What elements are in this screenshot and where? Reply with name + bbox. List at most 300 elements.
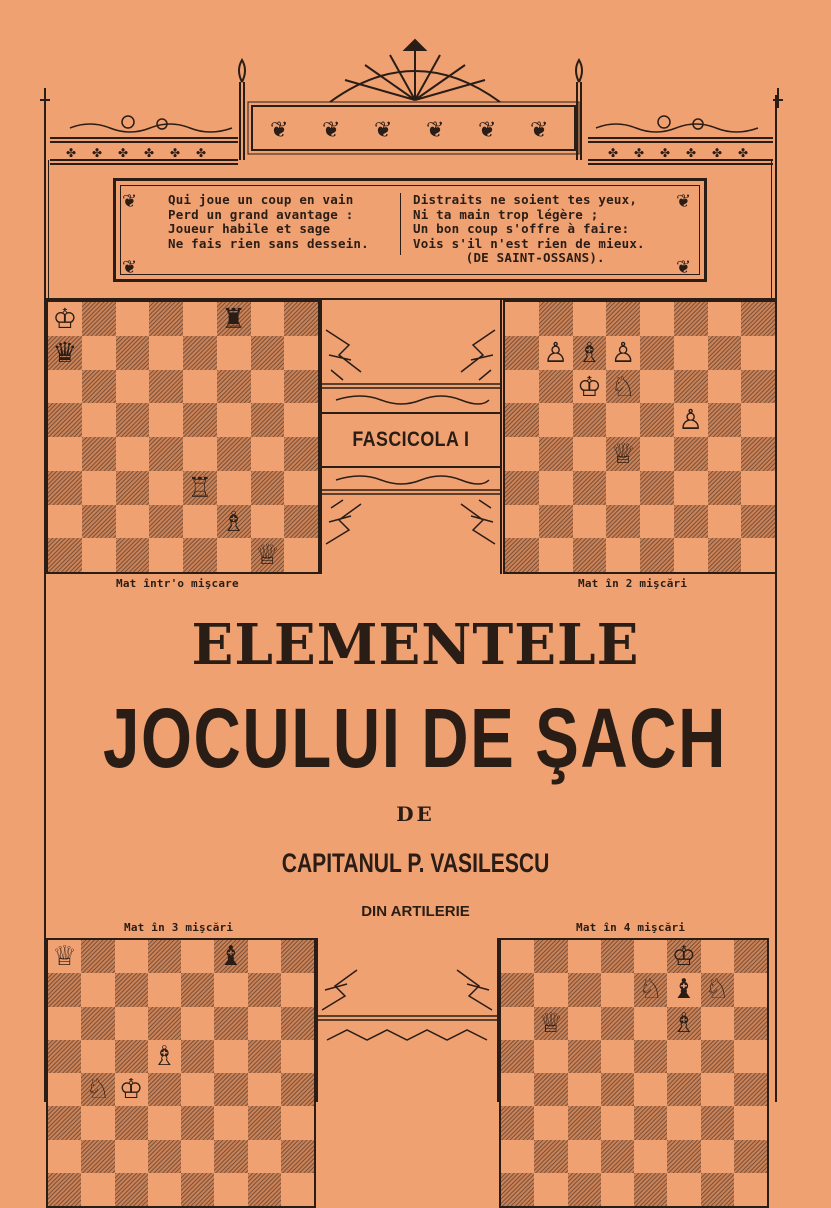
board-square: [674, 370, 708, 404]
chess-piece-icon: ♗: [671, 1007, 697, 1039]
board-square: [181, 1106, 214, 1139]
board-square: [82, 302, 116, 336]
board-square: [181, 1007, 214, 1040]
board-square: [501, 940, 534, 973]
board-square: [81, 1173, 114, 1206]
board-square: [606, 403, 640, 437]
board-square: [505, 336, 539, 370]
board-square: [708, 403, 742, 437]
board-square: [708, 302, 742, 336]
board-square: [741, 336, 775, 370]
board-square: [148, 1140, 181, 1173]
board-square: [148, 1073, 181, 1106]
board-square: [734, 1073, 767, 1106]
board-square: [667, 1040, 700, 1073]
board-square: [149, 302, 183, 336]
board-square: [81, 940, 114, 973]
board-square: [505, 538, 539, 572]
board-square: [734, 1173, 767, 1206]
board-square: [82, 471, 116, 505]
board-square: [505, 505, 539, 539]
board-square: [708, 336, 742, 370]
board-square: [667, 1073, 700, 1106]
frame-right: [775, 95, 777, 1102]
board-square: [741, 403, 775, 437]
board-square: [116, 370, 150, 404]
chess-piece-icon: ♜: [221, 302, 247, 335]
board-square: [48, 403, 82, 437]
board-square: [48, 1140, 81, 1173]
title-line-2: [0, 690, 831, 787]
board-square: [116, 471, 150, 505]
quote-line: Ni ta main trop légère ;: [413, 206, 599, 222]
board-square: [701, 1106, 734, 1139]
board-square: [284, 336, 318, 370]
board-square: [640, 403, 674, 437]
board-square: [281, 1040, 314, 1073]
board-square: [281, 1173, 314, 1206]
board-square: [183, 403, 217, 437]
chess-piece-icon: ♕: [538, 1007, 564, 1039]
board-square: [568, 940, 601, 973]
board-square: [634, 1007, 667, 1040]
board-square: [284, 437, 318, 471]
board-square: [634, 1140, 667, 1173]
board-square: [501, 1040, 534, 1073]
svg-text:❦: ❦: [270, 118, 289, 143]
board-square: [674, 336, 708, 370]
quote-line: Qui joue un coup en vain: [168, 192, 354, 207]
board-square: [81, 1007, 114, 1040]
board-square: [601, 1073, 634, 1106]
author-affiliation: DIN ARTILERIE: [361, 903, 470, 920]
svg-text:✤: ✤: [738, 146, 749, 160]
board-square: [741, 538, 775, 572]
quote-line: Ne fais rien sans dessein.: [168, 235, 369, 251]
board-square: [149, 370, 183, 404]
board-square: [82, 370, 116, 404]
board-square: [81, 1040, 114, 1073]
board-square: [601, 973, 634, 1006]
board-square: [48, 505, 82, 539]
quote-line: Distraits ne soient tes yeux,: [413, 192, 638, 207]
board-square: [251, 336, 285, 370]
chess-piece-icon: ♙: [543, 335, 569, 369]
board-square: [505, 302, 539, 336]
board-square: [149, 505, 183, 539]
board-square: [674, 538, 708, 572]
board-square: [667, 1140, 700, 1173]
diagram-3-caption: Mat în 3 mişcări: [124, 921, 234, 934]
title-line-2-text: JOCULUI DE ŞACH: [103, 691, 728, 785]
chess-diagram-4: [499, 938, 769, 1208]
chess-piece-icon: ♗: [576, 335, 602, 369]
chess-diagram-1: [46, 300, 320, 574]
chess-piece-icon: ♘: [610, 369, 636, 403]
board-square: [674, 471, 708, 505]
board-square: [734, 1140, 767, 1173]
chess-piece-icon: ♝: [218, 941, 244, 972]
board-square: [534, 1073, 567, 1106]
board-square: [539, 437, 573, 471]
board-square: [214, 973, 247, 1006]
board-square: [48, 1040, 81, 1073]
board-square: [734, 973, 767, 1006]
frame-left-inner: [48, 160, 49, 300]
quote-line: Vois s'il n'est rien de mieux.: [413, 235, 645, 251]
board-square: [48, 1173, 81, 1206]
board-square: [708, 471, 742, 505]
board-square: [539, 302, 573, 336]
diagram-1-caption: Mat într'o mişcare: [116, 577, 239, 590]
board-square: [214, 1007, 247, 1040]
svg-text:❦: ❦: [676, 257, 692, 278]
board-square: [284, 505, 318, 539]
board-square: [284, 403, 318, 437]
chess-piece-icon: ♕: [254, 538, 280, 572]
board-square: [606, 538, 640, 572]
board-square: [115, 940, 148, 973]
board-square: [568, 1007, 601, 1040]
board-square: [601, 1007, 634, 1040]
board-square: [183, 538, 217, 572]
diagram-4-caption: Mat în 4 mişcări: [576, 921, 686, 934]
board-square: [708, 505, 742, 539]
board-square: [701, 1040, 734, 1073]
board-square: [217, 370, 251, 404]
chess-piece-icon: ♛: [52, 335, 78, 369]
board-square: [606, 302, 640, 336]
quote-right-verse: [413, 193, 645, 266]
board-square: [281, 1106, 314, 1139]
chess-piece-icon: ♝: [671, 974, 697, 1006]
header-ornament: [0, 0, 831, 175]
author-name: [0, 848, 831, 879]
board-square: [701, 940, 734, 973]
svg-text:❦: ❦: [122, 257, 138, 278]
board-square: [115, 1040, 148, 1073]
board-square: [634, 1073, 667, 1106]
svg-text:❦: ❦: [322, 118, 341, 143]
svg-text:❦: ❦: [676, 191, 692, 212]
board-square: [568, 1140, 601, 1173]
board-square: [248, 1007, 281, 1040]
svg-text:❦: ❦: [426, 118, 445, 143]
board-square: [534, 1040, 567, 1073]
author-name-text: CAPITANUL P. VASILESCU: [281, 848, 550, 878]
board-square: [573, 437, 607, 471]
svg-text:✤: ✤: [686, 146, 697, 160]
board-square: [48, 370, 82, 404]
board-square: [539, 370, 573, 404]
quote-divider: [400, 193, 401, 255]
bottom-lightning-ornament-icon: [317, 960, 498, 1060]
board-square: [217, 403, 251, 437]
board-square: [281, 1140, 314, 1173]
board-square: [539, 403, 573, 437]
board-square: [116, 505, 150, 539]
board-square: [573, 302, 607, 336]
board-square: [149, 538, 183, 572]
board-square: [214, 1106, 247, 1139]
board-square: [741, 302, 775, 336]
board-square: [708, 437, 742, 471]
board-square: [501, 1073, 534, 1106]
board-square: [48, 1073, 81, 1106]
board-square: [82, 538, 116, 572]
board-square: [534, 973, 567, 1006]
board-square: [640, 336, 674, 370]
board-square: [281, 940, 314, 973]
svg-text:✤: ✤: [608, 146, 619, 160]
board-square: [606, 471, 640, 505]
board-square: [674, 505, 708, 539]
board-square: [149, 471, 183, 505]
board-square: [217, 437, 251, 471]
board-square: [116, 403, 150, 437]
board-square: [640, 538, 674, 572]
board-square: [81, 1106, 114, 1139]
board-square: [251, 403, 285, 437]
chess-piece-icon: ♖: [187, 470, 213, 504]
board-square: [501, 973, 534, 1006]
board-square: [539, 505, 573, 539]
quote-line: Perd un grand avantage :: [168, 206, 354, 222]
board-square: [701, 1073, 734, 1106]
board-square: [284, 538, 318, 572]
frame-right-inner: [771, 160, 772, 300]
board-square: [573, 538, 607, 572]
board-square: [181, 973, 214, 1006]
board-square: [573, 505, 607, 539]
quote-line: Joueur habile et sage: [168, 221, 331, 236]
board-square: [48, 437, 82, 471]
chess-diagram-3: [46, 938, 316, 1208]
svg-text:✤: ✤: [634, 146, 645, 160]
svg-text:✤: ✤: [170, 146, 181, 160]
board-square: [640, 370, 674, 404]
board-square: [214, 1040, 247, 1073]
board-square: [573, 471, 607, 505]
fascicle-label: [320, 412, 501, 468]
board-square: [674, 437, 708, 471]
chess-piece-icon: ♙: [610, 335, 636, 369]
board-square: [640, 471, 674, 505]
board-square: [534, 1106, 567, 1139]
svg-text:❦: ❦: [530, 118, 549, 143]
board-square: [601, 1140, 634, 1173]
board-square: [505, 437, 539, 471]
board-square: [248, 973, 281, 1006]
board-square: [148, 940, 181, 973]
board-square: [181, 1140, 214, 1173]
chess-piece-icon: ♔: [671, 941, 697, 972]
quote-box: [113, 178, 707, 282]
chess-piece-icon: ♕: [52, 941, 77, 972]
board-square: [284, 370, 318, 404]
board-square: [48, 538, 82, 572]
board-square: [634, 1040, 667, 1073]
board-square: [48, 1007, 81, 1040]
board-square: [708, 538, 742, 572]
board-square: [248, 1073, 281, 1106]
chess-piece-icon: ♕: [610, 437, 636, 470]
chess-piece-icon: ♘: [704, 974, 730, 1006]
board-square: [183, 302, 217, 336]
board-square: [48, 471, 82, 505]
svg-text:❦: ❦: [122, 191, 138, 212]
board-square: [149, 437, 183, 471]
chess-piece-icon: ♔: [118, 1074, 144, 1105]
board-square: [81, 1140, 114, 1173]
quote-line: Un bon coup s'offre à faire:: [413, 221, 630, 236]
board-square: [741, 437, 775, 471]
board-square: [284, 302, 318, 336]
board-square: [505, 370, 539, 404]
board-square: [183, 336, 217, 370]
board-square: [251, 302, 285, 336]
chess-piece-icon: ♗: [152, 1040, 177, 1072]
board-square: [149, 336, 183, 370]
board-square: [82, 437, 116, 471]
board-square: [181, 1040, 214, 1073]
board-square: [248, 1173, 281, 1206]
board-square: [734, 1106, 767, 1139]
board-square: [181, 1173, 214, 1206]
svg-text:✤: ✤: [196, 146, 207, 160]
board-square: [601, 940, 634, 973]
board-square: [116, 437, 150, 471]
board-square: [601, 1106, 634, 1139]
board-square: [183, 370, 217, 404]
board-square: [667, 1106, 700, 1139]
board-square: [281, 1073, 314, 1106]
board-square: [116, 302, 150, 336]
board-square: [183, 505, 217, 539]
chess-piece-icon: ♗: [221, 504, 247, 538]
board-square: [251, 471, 285, 505]
board-square: [501, 1007, 534, 1040]
board-square: [568, 973, 601, 1006]
board-square: [217, 538, 251, 572]
board-square: [82, 403, 116, 437]
board-square: [214, 1173, 247, 1206]
board-square: [667, 1173, 700, 1206]
chess-piece-icon: ♘: [638, 974, 663, 1006]
svg-text:✤: ✤: [92, 146, 103, 160]
board-square: [634, 1173, 667, 1206]
board-square: [284, 471, 318, 505]
board-square: [741, 505, 775, 539]
board-square: [568, 1173, 601, 1206]
board-square: [115, 1140, 148, 1173]
chess-diagram-2: [503, 300, 777, 574]
board-square: [148, 1106, 181, 1139]
board-square: [148, 1007, 181, 1040]
board-square: [640, 302, 674, 336]
board-square: [539, 538, 573, 572]
board-square: [251, 370, 285, 404]
board-square: [248, 1106, 281, 1139]
board-square: [183, 437, 217, 471]
board-square: [148, 973, 181, 1006]
board-square: [115, 973, 148, 1006]
board-square: [573, 403, 607, 437]
board-square: [568, 1106, 601, 1139]
board-square: [701, 1140, 734, 1173]
fascicle-text: FASCICOLA I: [351, 428, 470, 451]
board-square: [568, 1040, 601, 1073]
board-square: [251, 437, 285, 471]
board-square: [81, 973, 114, 1006]
board-square: [534, 1173, 567, 1206]
board-square: [281, 1007, 314, 1040]
board-square: [674, 302, 708, 336]
board-square: [82, 505, 116, 539]
board-square: [148, 1173, 181, 1206]
board-square: [734, 1040, 767, 1073]
board-square: [734, 940, 767, 973]
board-square: [534, 1140, 567, 1173]
chess-piece-icon: ♙: [678, 403, 704, 437]
board-square: [149, 403, 183, 437]
board-square: [501, 1106, 534, 1139]
quote-author: (DE SAINT-OSSANS).: [465, 250, 605, 265]
board-square: [601, 1173, 634, 1206]
board-square: [116, 538, 150, 572]
board-square: [640, 505, 674, 539]
svg-text:❦: ❦: [374, 118, 393, 143]
board-square: [606, 505, 640, 539]
board-square: [181, 1073, 214, 1106]
board-square: [248, 1040, 281, 1073]
board-square: [634, 1106, 667, 1139]
board-square: [741, 471, 775, 505]
chess-piece-icon: ♔: [576, 369, 602, 403]
board-square: [568, 1073, 601, 1106]
board-square: [248, 1140, 281, 1173]
board-square: [82, 336, 116, 370]
board-square: [116, 336, 150, 370]
byline-de: DE: [396, 802, 435, 826]
svg-text:❦: ❦: [478, 118, 497, 143]
board-square: [708, 370, 742, 404]
board-square: [217, 336, 251, 370]
board-square: [539, 471, 573, 505]
chess-piece-icon: ♘: [85, 1074, 111, 1105]
svg-text:✤: ✤: [712, 146, 723, 160]
board-square: [115, 1106, 148, 1139]
board-square: [534, 940, 567, 973]
board-square: [217, 471, 251, 505]
board-square: [501, 1173, 534, 1206]
svg-text:✤: ✤: [118, 146, 129, 160]
board-square: [214, 1073, 247, 1106]
board-square: [281, 973, 314, 1006]
svg-text:✤: ✤: [660, 146, 671, 160]
board-square: [115, 1173, 148, 1206]
board-square: [501, 1140, 534, 1173]
board-square: [601, 1040, 634, 1073]
board-square: [734, 1007, 767, 1040]
svg-text:✤: ✤: [144, 146, 155, 160]
board-square: [248, 940, 281, 973]
board-square: [701, 1173, 734, 1206]
board-square: [48, 973, 81, 1006]
svg-text:✤: ✤: [66, 146, 77, 160]
board-square: [634, 940, 667, 973]
board-square: [505, 403, 539, 437]
